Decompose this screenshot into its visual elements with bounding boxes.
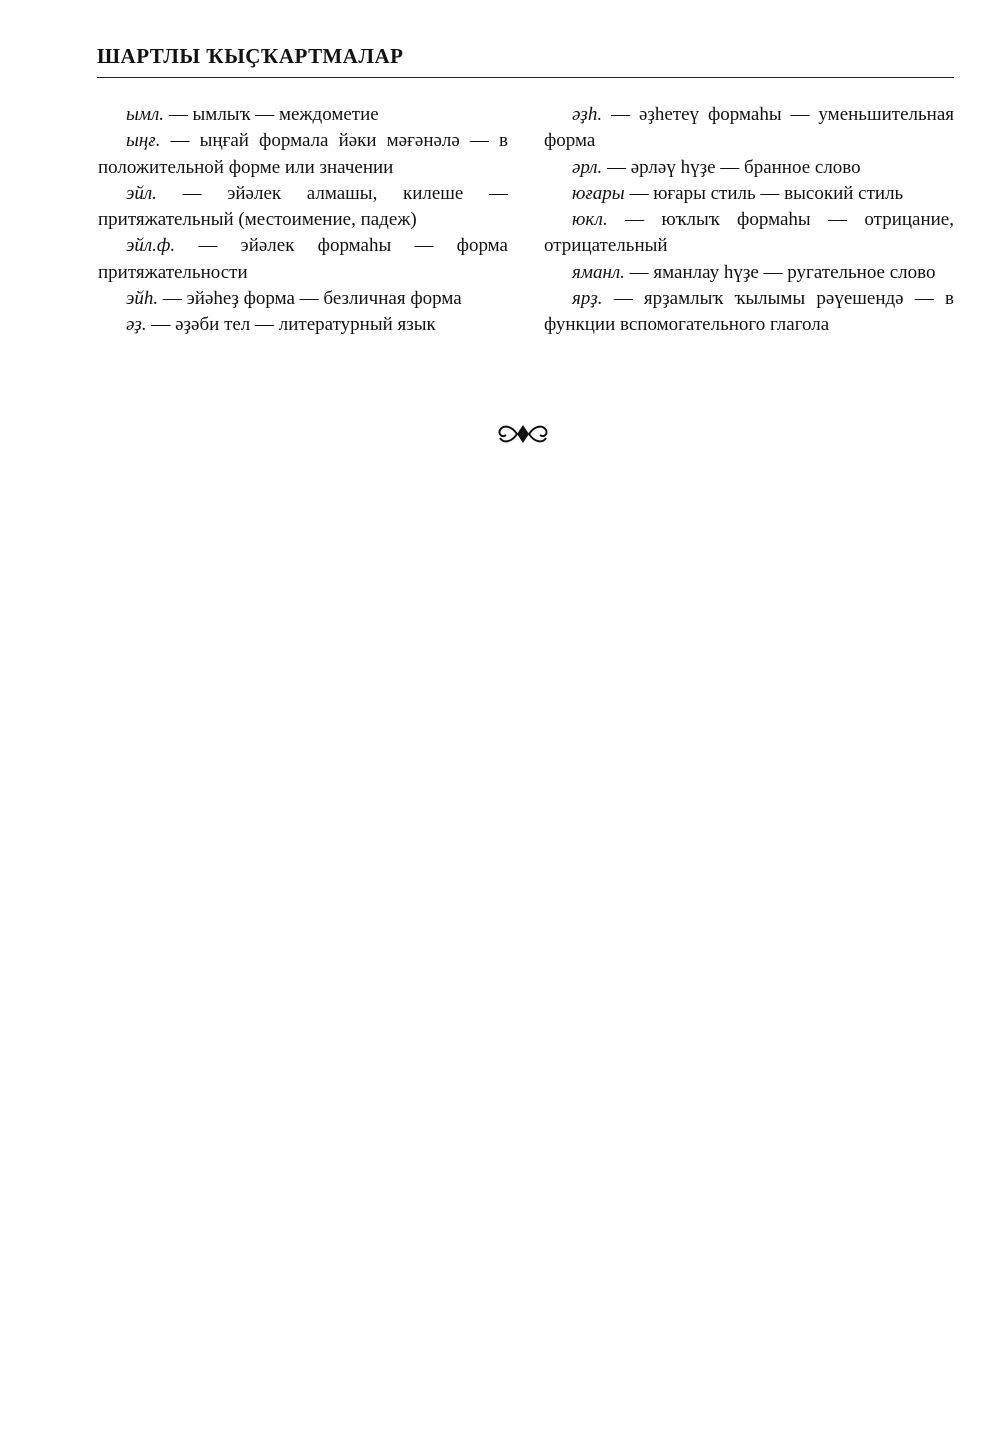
list-item bbox=[98, 312, 508, 338]
entry-definition: — юҡлыҡ формаһы — отрицание, отрицательный bbox=[544, 209, 954, 257]
list-item bbox=[544, 286, 954, 339]
fleuron-ornament-icon bbox=[495, 420, 551, 448]
entry-abbreviation: эйл.ф. bbox=[126, 235, 176, 257]
entry-definition: — юғары стиль — высокий стиль bbox=[624, 182, 904, 204]
header-rule bbox=[97, 77, 954, 78]
list-item bbox=[544, 102, 954, 155]
entry-definition: — ыңғай формала йәки мәғәнәлә — в положительной форме или значении bbox=[98, 130, 508, 178]
entry-abbreviation: эйһ. bbox=[126, 288, 159, 310]
entry-definition: — ярҙамлыҡ ҡылымы рәүешендә — в функции вспомогательного глагола bbox=[544, 288, 954, 336]
entry-abbreviation: ыңғ. bbox=[126, 130, 161, 152]
list-item bbox=[98, 102, 508, 128]
entry-definition: — әрләү һүҙе — бранное слово bbox=[602, 156, 861, 178]
page-title: ШАРТЛЫ ҠЫҪҠАРТМАЛАР bbox=[97, 44, 404, 68]
list-item bbox=[544, 260, 954, 286]
entry-abbreviation: эйл. bbox=[126, 182, 157, 204]
entry-definition: — эйәлек алмашы, килеше — притяжательный (местоимение, падеж) bbox=[98, 182, 508, 231]
list-item bbox=[98, 128, 508, 181]
entry-abbreviation: яманл. bbox=[572, 261, 625, 283]
entry-definition: — ымлыҡ — междометие bbox=[164, 104, 379, 125]
list-item bbox=[98, 181, 508, 234]
entry-abbreviation: әрл. bbox=[572, 156, 603, 178]
list-item bbox=[98, 286, 508, 312]
entry-abbreviation: юкл. bbox=[572, 209, 608, 231]
entry-abbreviation: ымл. bbox=[126, 104, 165, 125]
entry-definition: — эйәһеҙ форма — безличная форма bbox=[158, 288, 462, 310]
list-item bbox=[544, 181, 954, 207]
entry-abbreviation: әҙ. bbox=[126, 314, 147, 336]
list-item bbox=[544, 155, 954, 181]
right-column bbox=[544, 102, 954, 339]
entry-abbreviation: ярҙ. bbox=[572, 288, 603, 310]
entry-abbreviation: юғары bbox=[572, 182, 625, 204]
entry-definition: — әҙһетеү формаһы — уменьшительная форма bbox=[544, 104, 954, 152]
entry-abbreviation: әҙһ. bbox=[572, 104, 603, 125]
list-item bbox=[98, 233, 508, 286]
entry-definition: — әҙәби тел — литературный язык bbox=[146, 314, 436, 336]
list-item bbox=[544, 207, 954, 260]
entry-definition: — яманлау һүҙе — ругательное слово bbox=[624, 261, 936, 283]
left-column bbox=[98, 102, 508, 339]
entry-definition: — эйәлек формаһы — форма притяжательности bbox=[98, 235, 508, 283]
